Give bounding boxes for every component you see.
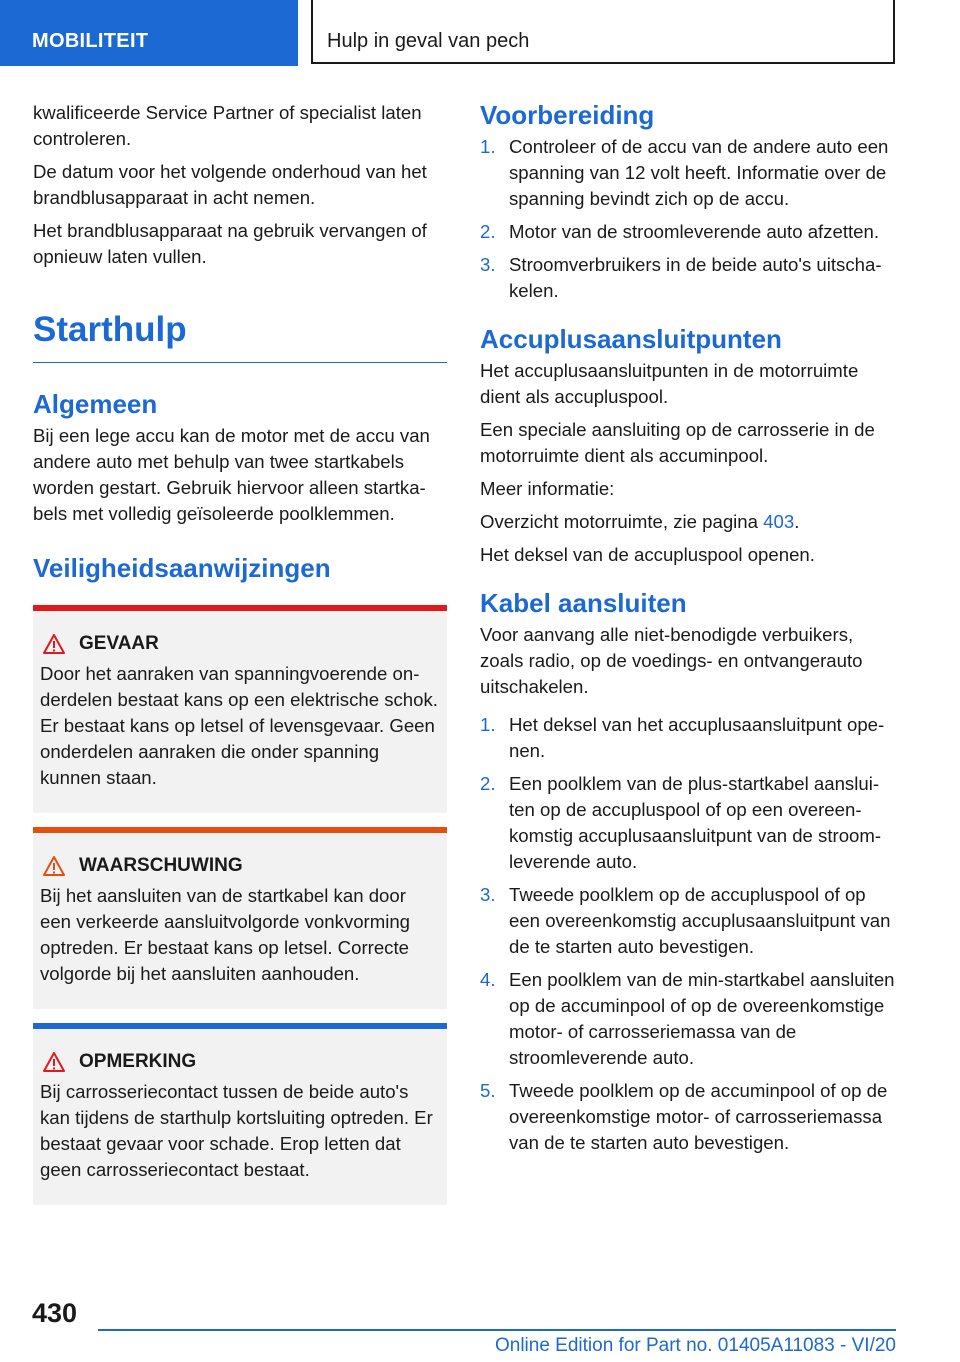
section-tab: MOBILITEIT — [0, 0, 298, 66]
step-number: 1. — [480, 136, 496, 157]
cable-intro: Voor aanvang alle niet-benodigde verbuikers, zoals radio, op de voedings- en ontvangerauto uitschakelen. — [480, 624, 863, 697]
step-number: 3. — [480, 254, 496, 275]
list-item — [480, 712, 896, 764]
conn-paragraph: Het deksel van de accupluspool openen. — [480, 544, 815, 565]
intro-paragraph: Het brandblusapparaat na gebruik vervangen of opnieuw laten vullen. — [33, 220, 427, 267]
heading-safety: Veiligheidsaanwijzingen — [33, 553, 331, 583]
warning-box — [33, 827, 447, 1009]
step-number: 5. — [480, 1080, 496, 1101]
step-text: Stroomverbruikers in de beide auto's uitschakelen. — [509, 254, 882, 301]
list-item — [480, 967, 896, 1071]
heading-accuplus: Accuplusaansluitpunten — [480, 324, 782, 354]
step-text: Motor van de stroomleverende auto afzetten. — [509, 221, 880, 242]
heading-kabel: Kabel aansluiten — [480, 588, 687, 618]
step-text: Het deksel van het accuplusaansluitpunt openen. — [509, 714, 885, 761]
general-paragraph: Bij een lege accu kan de motor met de accu van andere auto met behulp van twee startkabels worden gestart. Gebruik hiervoor alleen startkabels met volledig geïsoleerde poolklemmen. — [33, 425, 430, 524]
list-item — [480, 219, 896, 245]
list-item — [480, 882, 896, 960]
cable-steps-list — [480, 712, 896, 1156]
chapter-title: Hulp in geval van pech — [311, 0, 895, 64]
warning-triangle-icon — [43, 634, 65, 654]
list-item — [480, 252, 896, 304]
danger-title — [40, 631, 441, 657]
warning-label: WAARSCHUWING — [79, 855, 243, 876]
left-column — [33, 100, 447, 1219]
step-text: Een poolklem van de min-startkabel aansluiten op de accuminpool of op de overeenkomstige motor- of carrosseriemassa van de stroomleverende auto. — [509, 969, 895, 1068]
heading-voorbereiding: Voorbereiding — [480, 100, 655, 130]
heading-algemeen: Algemeen — [33, 389, 158, 419]
step-number: 2. — [480, 221, 496, 242]
conn-paragraph: Het accuplusaansluitpunten in de motorruimte dient als accupluspool. — [480, 360, 859, 407]
step-number: 4. — [480, 969, 496, 990]
notice-box — [33, 1023, 447, 1205]
step-number: 1. — [480, 714, 496, 735]
page-link[interactable]: 403 — [763, 511, 795, 532]
notice-title — [40, 1049, 441, 1075]
step-number: 3. — [480, 884, 496, 905]
step-text: Een poolklem van de plus-startkabel aansluiten op de accupluspool of op een overeenkomstig accuplusaansluitpunt van de stroomleverende auto. — [509, 773, 882, 872]
warning-triangle-icon — [43, 1052, 65, 1072]
step-text: Tweede poolklem op de accupluspool of op een overeenkomstig accuplusaansluitpunt van de te starten auto bevestigen. — [509, 884, 891, 957]
conn-paragraph: Een speciale aansluiting op de carrosserie in de motorruimte dient als accuminpool. — [480, 419, 875, 466]
conn-reference — [480, 509, 896, 535]
notice-label: OPMERKING — [79, 1051, 197, 1072]
right-column — [480, 100, 896, 1166]
list-item — [480, 134, 896, 212]
danger-box — [33, 605, 447, 813]
step-text: Tweede poolklem op de accuminpool of op de overeenkomstige motor- of carrosseriemassa van de te starten auto bevestigen. — [509, 1080, 888, 1153]
danger-label: GEVAAR — [79, 633, 159, 654]
ref-text: Overzicht motorruimte, zie pagina — [480, 511, 764, 532]
conn-paragraph: Meer informatie: — [480, 478, 615, 499]
step-text: Controleer of de accu van de andere auto een spanning van 12 volt heeft. Informatie over de spanning bevindt zich op de accu. — [509, 136, 889, 209]
intro-paragraph: De datum voor het volgende onderhoud van het brandblusapparaat in acht nemen. — [33, 161, 427, 208]
list-item — [480, 771, 896, 875]
prep-steps-list — [480, 134, 896, 304]
intro-paragraph: kwalificeerde Service Partner of specialist laten controleren. — [33, 102, 422, 149]
page-header — [0, 0, 960, 66]
page-number: 430 — [32, 1298, 78, 1328]
danger-text: Door het aanraken van spanningvoerende onderdelen bestaat kans op een elektrische schok. Er bestaat kans op letsel of levensgevaar. Geen onderdelen aanraken die onder spanning kunnen staan. — [40, 663, 438, 788]
warning-title — [40, 853, 441, 879]
notice-text: Bij carrosseriecontact tussen de beide auto's kan tijdens de starthulp kortsluiting optreden. Er bestaat gevaar voor schade. Erop letten dat geen carrosseriecontact bestaat. — [40, 1081, 433, 1180]
ref-text: . — [794, 511, 800, 532]
footer-edition: Online Edition for Part no. 01405A11083 - VI/20 — [494, 1335, 896, 1356]
step-number: 2. — [480, 773, 496, 794]
warning-triangle-icon — [43, 856, 65, 876]
warning-text: Bij het aansluiten van de startkabel kan door een verkeerde aansluitvolgorde vonkvorming optreden. Er bestaat kans op letsel. Correcte volgorde bij het aansluiten aanhouden. — [40, 885, 411, 984]
section-heading-starthulp: Starthulp — [33, 310, 447, 363]
list-item — [480, 1078, 896, 1156]
